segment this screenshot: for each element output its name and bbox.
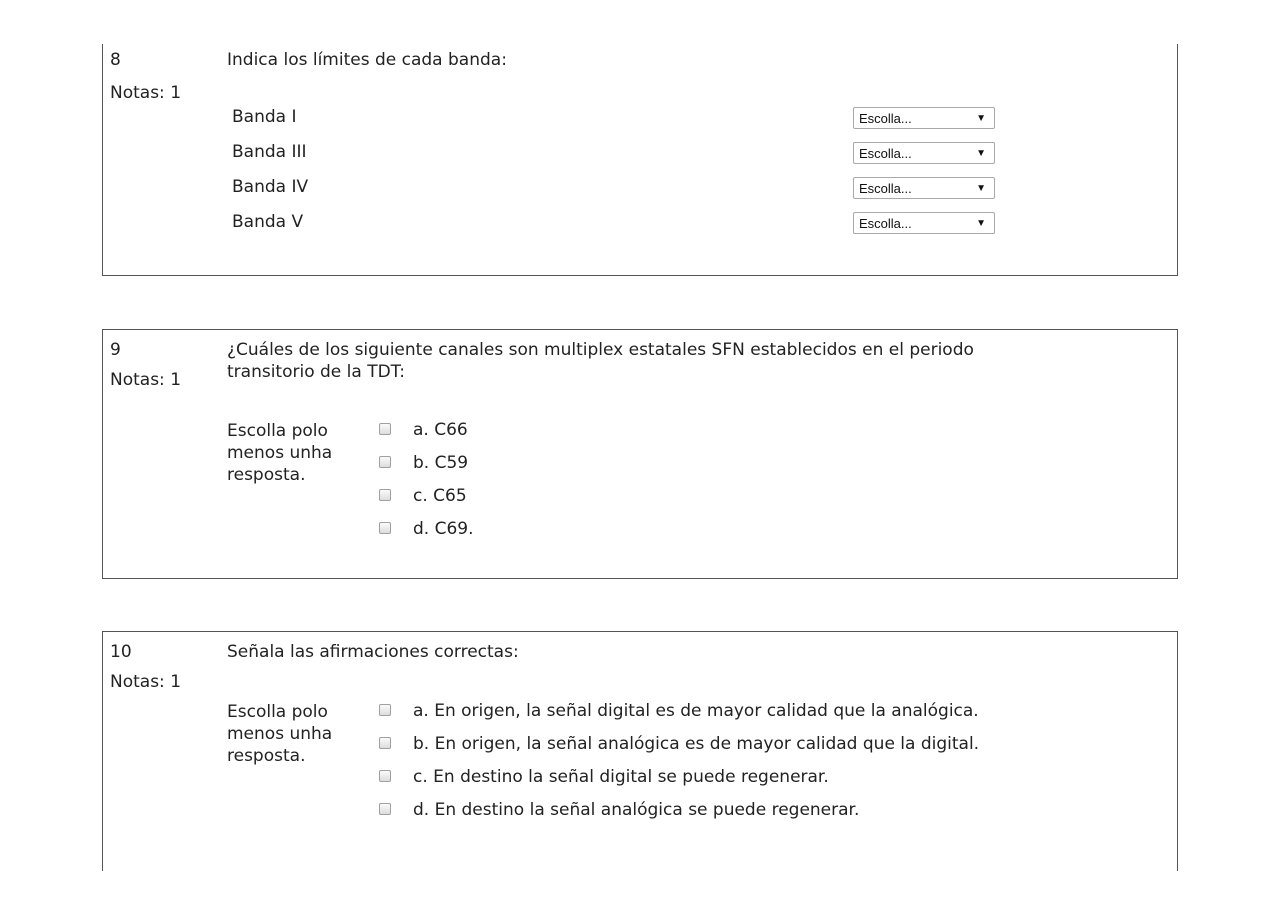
answer-label[interactable]: a. En origen, la señal digital es de mayor calidad que la analógica.: [413, 701, 979, 721]
question-text-line: transitorio de la TDT:: [227, 362, 405, 382]
dropdown-arrow-icon: ▼: [976, 113, 986, 124]
match-label: Banda I: [232, 107, 297, 127]
answer-checkbox[interactable]: [379, 489, 391, 501]
band-select-dropdown[interactable]: [853, 107, 995, 129]
answer-option[interactable]: [379, 700, 1159, 733]
answer-checkbox[interactable]: [379, 704, 391, 716]
match-row-banda-iv: [232, 174, 1132, 200]
match-label: Banda V: [232, 212, 304, 232]
question-10: [102, 631, 1178, 871]
answer-option[interactable]: [379, 733, 1159, 766]
answer-checkbox[interactable]: [379, 423, 391, 435]
question-9: [102, 329, 1178, 579]
answer-checkbox[interactable]: [379, 770, 391, 782]
match-label: Banda IV: [232, 177, 309, 197]
question-text-line: ¿Cuáles de los siguiente canales son multiplex estatales SFN establecidos en el periodo: [227, 340, 974, 360]
answer-option[interactable]: [379, 766, 1159, 799]
select-value: Escolla...: [859, 181, 912, 196]
band-select-dropdown[interactable]: [853, 142, 995, 164]
dropdown-arrow-icon: ▼: [976, 218, 986, 229]
answer-list: [379, 700, 1159, 832]
answer-checkbox[interactable]: [379, 803, 391, 815]
select-value: Escolla...: [859, 146, 912, 161]
answer-option[interactable]: [379, 518, 1159, 551]
answer-checkbox[interactable]: [379, 456, 391, 468]
answer-label[interactable]: c. En destino la señal digital se puede regenerar.: [413, 767, 829, 787]
answer-label[interactable]: c. C65: [413, 486, 467, 506]
answer-list: [379, 419, 1159, 551]
answer-option[interactable]: [379, 485, 1159, 518]
answer-label[interactable]: d. C69.: [413, 519, 474, 539]
answer-prompt: Escolla polo menos unha resposta.: [227, 421, 333, 485]
answer-checkbox[interactable]: [379, 737, 391, 749]
select-value: Escolla...: [859, 111, 912, 126]
band-select-dropdown[interactable]: [853, 212, 995, 234]
answer-label[interactable]: b. En origen, la señal analógica es de mayor calidad que la digital.: [413, 734, 980, 754]
answer-option[interactable]: [379, 452, 1159, 485]
answer-label[interactable]: b. C59: [413, 453, 469, 473]
question-number: 8: [110, 50, 121, 70]
answer-option[interactable]: [379, 799, 1159, 832]
answer-option[interactable]: [379, 419, 1159, 452]
answer-checkbox[interactable]: [379, 522, 391, 534]
question-grade: Notas: 1: [110, 83, 182, 103]
dropdown-arrow-icon: ▼: [976, 183, 986, 194]
question-text: [227, 339, 1127, 383]
question-text: Señala las afirmaciones correctas:: [227, 642, 519, 662]
match-label: Banda III: [232, 142, 307, 162]
question-number: 9: [110, 340, 121, 360]
dropdown-arrow-icon: ▼: [976, 148, 986, 159]
question-number: 10: [110, 642, 132, 662]
answer-label[interactable]: d. En destino la señal analógica se puede regenerar.: [413, 800, 860, 820]
match-row-banda-v: [232, 209, 1132, 235]
answer-label[interactable]: a. C66: [413, 420, 468, 440]
match-row-banda-iii: [232, 139, 1132, 165]
question-grade: Notas: 1: [110, 672, 182, 692]
question-text: Indica los límites de cada banda:: [227, 50, 507, 70]
match-row-banda-i: [232, 104, 1132, 130]
answer-prompt: Escolla polo menos unha resposta.: [227, 702, 333, 766]
select-value: Escolla...: [859, 216, 912, 231]
question-8: [102, 44, 1178, 276]
band-select-dropdown[interactable]: [853, 177, 995, 199]
question-grade: Notas: 1: [110, 370, 182, 390]
